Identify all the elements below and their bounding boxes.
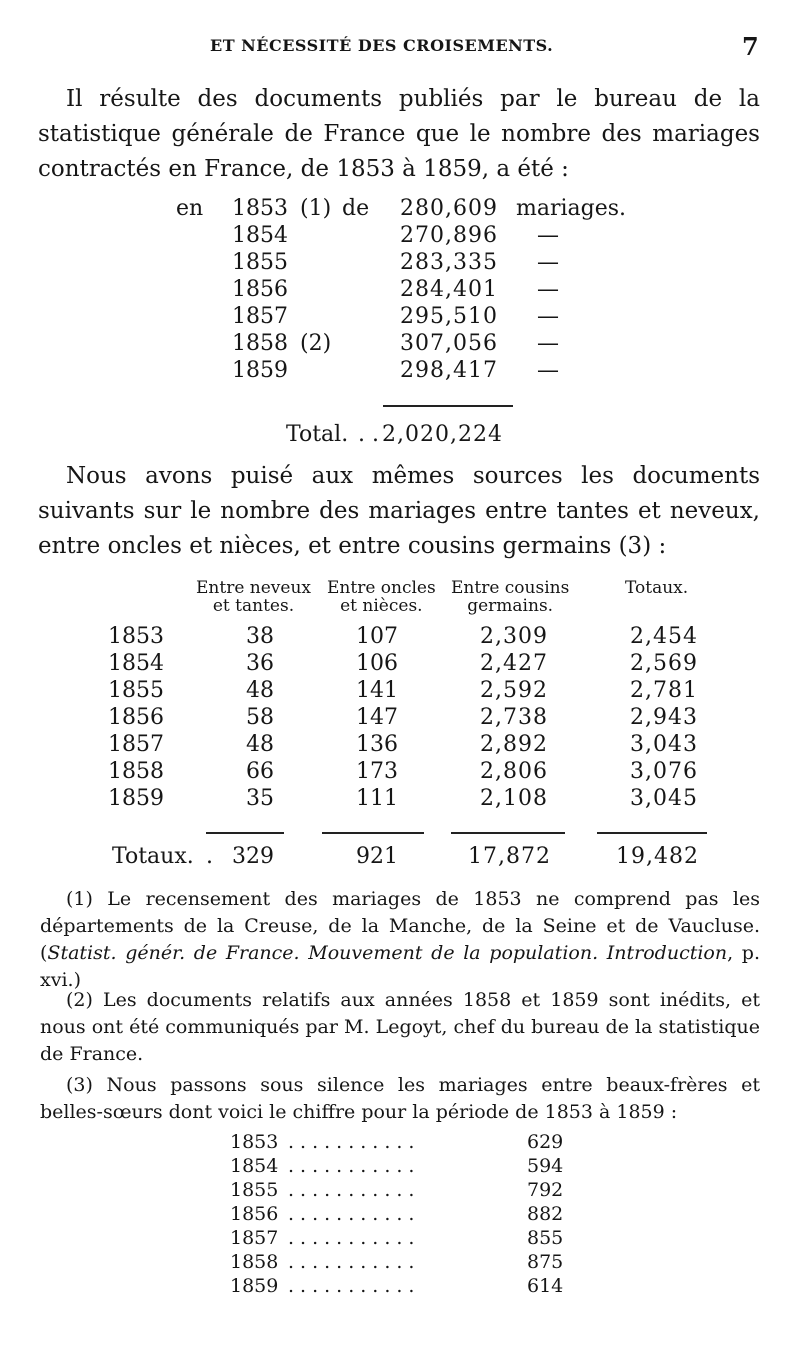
column-rule xyxy=(322,832,424,834)
column-rule xyxy=(206,832,284,834)
prefix-label: en xyxy=(176,196,204,221)
year-cell: 1854 xyxy=(230,1155,279,1177)
year-cell: 1858 xyxy=(108,759,164,784)
column-rule xyxy=(597,832,707,834)
leader-dots: ........... xyxy=(288,1179,421,1201)
year-cell: 1855 xyxy=(108,678,164,703)
header-totaux xyxy=(625,579,688,597)
totaux-cell: 2,454 xyxy=(630,624,698,649)
count-cell: 284,401 xyxy=(400,277,498,302)
leader-dots: ........... xyxy=(288,1203,421,1225)
leader-dots: ........... xyxy=(288,1131,421,1153)
list-item xyxy=(0,1179,800,1203)
totaux-cell: 2,943 xyxy=(630,705,698,730)
totals-neveux: 329 xyxy=(232,844,274,869)
totals-oncles: 921 xyxy=(356,844,398,869)
neveux-cell: 35 xyxy=(246,786,274,811)
neveux-cell: 48 xyxy=(246,732,274,757)
year-cell: 1856 xyxy=(230,1203,279,1225)
total-value: 2,020,224 xyxy=(382,422,503,447)
year-cell: 1853 xyxy=(232,196,288,221)
totals-dot: . xyxy=(206,844,213,869)
list-item xyxy=(0,1131,800,1155)
oncles-cell: 173 xyxy=(356,759,398,784)
marriages-row xyxy=(0,250,800,277)
table-row xyxy=(0,651,800,678)
total-label: Total. xyxy=(286,422,349,447)
running-head: ET NÉCESSITÉ DES CROISEMENTS. xyxy=(210,36,554,55)
header-cousins xyxy=(451,579,569,615)
year-cell: 1858 xyxy=(230,1251,279,1273)
page-number: 7 xyxy=(742,32,759,61)
neveux-cell: 38 xyxy=(246,624,274,649)
footnote-1-citation: Statist. génér. de France. Mouvement de la population. Introduction xyxy=(47,942,728,964)
year-cell: 1856 xyxy=(232,277,288,302)
ditto-dash: — xyxy=(537,277,559,302)
header-neveux xyxy=(196,579,311,615)
header-oncles xyxy=(327,579,436,615)
year-cell: 1853 xyxy=(230,1131,279,1153)
ditto-dash: — xyxy=(537,331,559,356)
value-cell: 882 xyxy=(527,1203,564,1225)
totaux-cell: 3,043 xyxy=(630,732,698,757)
footnote-1-end: , p. xvi.) xyxy=(40,942,761,991)
header-oncles-text: Entre oncles et nièces. xyxy=(327,578,436,616)
oncles-cell: 107 xyxy=(356,624,398,649)
neveux-cell: 58 xyxy=(246,705,274,730)
footnote-2: (2) Les documents relatifs aux années 1858 et 1859 sont inédits, et nous ont été communiqués par M. Legoyt, chef du bureau de la statistique de France. xyxy=(40,989,760,1065)
list-item xyxy=(0,1227,800,1251)
totals-label: Totaux. xyxy=(112,844,194,869)
oncles-cell: 111 xyxy=(356,786,398,811)
neveux-cell: 48 xyxy=(246,678,274,703)
count-cell: 307,056 xyxy=(400,331,498,356)
cousins-cell: 2,592 xyxy=(480,678,548,703)
totals-totaux: 19,482 xyxy=(616,844,699,869)
table-row xyxy=(0,759,800,786)
value-cell: 614 xyxy=(527,1275,564,1297)
value-cell: 594 xyxy=(527,1155,564,1177)
list-item xyxy=(0,1251,800,1275)
value-cell: 629 xyxy=(527,1131,564,1153)
second-paragraph: Nous avons puisé aux mêmes sources les documents suivants sur le nombre des mariages entre tantes et neveux, entre oncles et nièces, et entre cousins germains (3) : xyxy=(38,463,760,559)
value-cell: 855 xyxy=(527,1227,564,1249)
oncles-cell: 136 xyxy=(356,732,398,757)
oncles-cell: 106 xyxy=(356,651,398,676)
totaux-cell: 2,781 xyxy=(630,678,698,703)
cousins-cell: 2,108 xyxy=(480,786,548,811)
count-cell: 298,417 xyxy=(400,358,498,383)
year-cell: 1858 xyxy=(232,331,288,356)
header-cousins-text: Entre cousins germains. xyxy=(451,578,570,616)
totaux-cell: 2,569 xyxy=(630,651,698,676)
list-item xyxy=(0,1203,800,1227)
oncles-cell: 141 xyxy=(356,678,398,703)
year-cell: 1854 xyxy=(108,651,164,676)
marriages-row xyxy=(0,304,800,331)
marriages-row xyxy=(0,331,800,358)
table-row xyxy=(0,624,800,651)
ditto-dash: — xyxy=(537,250,559,275)
footnote-1 xyxy=(40,886,760,994)
marriages-row xyxy=(0,223,800,250)
de-label: de xyxy=(342,196,370,221)
totals-cousins: 17,872 xyxy=(468,844,551,869)
list-item xyxy=(0,1275,800,1299)
ditto-dash: — xyxy=(537,304,559,329)
header-totaux-text: Totaux. xyxy=(625,578,689,598)
cousins-cell: 2,738 xyxy=(480,705,548,730)
column-rule xyxy=(451,832,565,834)
ditto-dash: — xyxy=(537,358,559,383)
year-cell: 1854 xyxy=(232,223,288,248)
year-cell: 1856 xyxy=(108,705,164,730)
intro-paragraph: Il résulte des documents publiés par le bureau de la statistique générale de France que le nombre des mariages contractés en France, de 1853 à 1859, a été : xyxy=(38,86,760,182)
table-row xyxy=(0,732,800,759)
cousins-cell: 2,892 xyxy=(480,732,548,757)
ditto-dash: — xyxy=(537,223,559,248)
neveux-cell: 66 xyxy=(246,759,274,784)
cousins-cell: 2,309 xyxy=(480,624,548,649)
year-cell: 1855 xyxy=(232,250,288,275)
year-cell: 1859 xyxy=(230,1275,279,1297)
marriages-row xyxy=(0,358,800,385)
count-cell: 283,335 xyxy=(400,250,498,275)
footnote-1-text: (1) Le recensement des mariages de 1853 ne comprend pas les départements de la Creuse, de la Manche, de la Seine et de Vaucluse. ( xyxy=(40,888,760,964)
year-cell: 1857 xyxy=(232,304,288,329)
value-cell: 792 xyxy=(527,1179,564,1201)
note-ref: (1) xyxy=(300,196,332,221)
totaux-cell: 3,076 xyxy=(630,759,698,784)
note-ref: (2) xyxy=(300,331,332,356)
header-neveux-text: Entre neveux et tantes. xyxy=(196,578,311,616)
count-cell: 280,609 xyxy=(400,196,498,221)
year-cell: 1853 xyxy=(108,624,164,649)
neveux-cell: 36 xyxy=(246,651,274,676)
year-cell: 1857 xyxy=(108,732,164,757)
leader-dots: ........... xyxy=(288,1275,421,1297)
marriages-row xyxy=(0,196,800,223)
count-cell: 270,896 xyxy=(400,223,498,248)
year-cell: 1859 xyxy=(232,358,288,383)
leader-dots: ........... xyxy=(288,1227,421,1249)
marriages-row xyxy=(0,277,800,304)
cousins-cell: 2,806 xyxy=(480,759,548,784)
table-row xyxy=(0,786,800,813)
footnote-3: (3) Nous passons sous silence les mariages entre beaux-frères et belles-sœurs dont voici le chiffre pour la période de 1853 à 1859 : xyxy=(40,1074,760,1123)
sum-rule xyxy=(383,405,513,407)
unit-label: mariages. xyxy=(516,196,627,221)
value-cell: 875 xyxy=(527,1251,564,1273)
cousins-cell: 2,427 xyxy=(480,651,548,676)
count-cell: 295,510 xyxy=(400,304,498,329)
totaux-cell: 3,045 xyxy=(630,786,698,811)
table-row xyxy=(0,678,800,705)
year-cell: 1855 xyxy=(230,1179,279,1201)
list-item xyxy=(0,1155,800,1179)
year-cell: 1859 xyxy=(108,786,164,811)
leader-dots: ........... xyxy=(288,1251,421,1273)
table-row xyxy=(0,705,800,732)
leader-dots: ........... xyxy=(288,1155,421,1177)
year-cell: 1857 xyxy=(230,1227,279,1249)
total-dots: . . xyxy=(358,422,379,447)
oncles-cell: 147 xyxy=(356,705,398,730)
